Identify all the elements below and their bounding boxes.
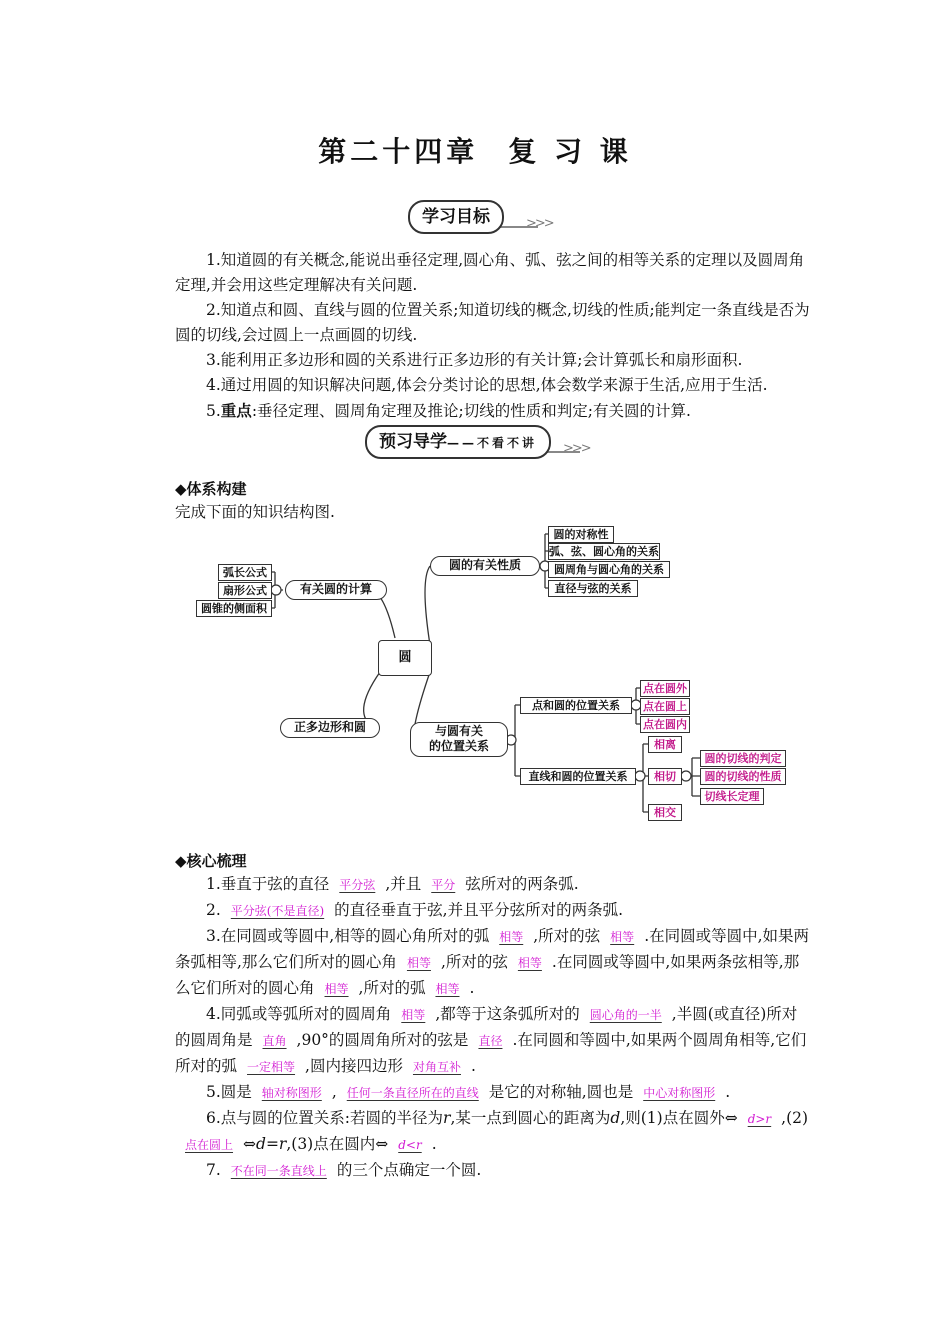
collapse-icon: [635, 771, 645, 781]
node-calc-item: 扇形公式: [218, 582, 272, 599]
chapter-number: 第二十四章: [318, 135, 479, 168]
node-calc-item: 圆锥的侧面积: [196, 600, 272, 617]
node-props-item: 圆周角与圆心角的关系: [548, 561, 670, 578]
arrow-decoration-icon: >>>: [526, 216, 553, 231]
core-item: 2. 平分弦(不是直径) 的直径垂直于弦,并且平分弦所对的两条弧.: [206, 901, 624, 919]
node-tangent-item: 圆的切线的性质: [700, 768, 786, 785]
node-line-item: 相切: [648, 768, 682, 785]
chapter-title: 复 习 课: [508, 135, 632, 168]
node-tangent-item: 切线长定理: [700, 788, 764, 805]
node-line-item: 相交: [648, 804, 682, 821]
node-point-item: 点在圆外: [640, 680, 690, 697]
arrow-decoration-icon: >>>: [563, 441, 590, 456]
node-props-item: 圆的对称性: [548, 526, 614, 543]
core-item: 6.点与圆的位置关系:若圆的半径为r,某一点到圆心的距离为d,则(1)点在圆外⇔ d>r ,(2)点在圆上 ⇔d=r,(3)点在圆内⇔ d<r .: [185, 1109, 809, 1153]
node-polygon: 正多边形和圆: [280, 718, 380, 738]
node-calc: 有关圆的计算: [285, 580, 387, 600]
goal-item: 5.重点:垂径定理、圆周角定理及推论;切线的性质和判定;有关圆的计算.: [206, 401, 691, 420]
node-point-position: 点和圆的位置关系: [520, 697, 632, 714]
banner-label: 学习目标: [408, 200, 504, 234]
goal-item: 3.能利用正多边形和圆的关系进行正多边形的有关计算;会计算弧长和扇形面积.: [206, 351, 743, 369]
banner-subtitle: ——不看不讲: [447, 436, 538, 450]
section-instruction: 完成下面的知识结构图.: [175, 503, 335, 521]
core-item: 1.垂直于弦的直径 平分弦 ,并且 平分 弦所对的两条弧.: [206, 875, 579, 893]
node-point-item: 点在圆内: [640, 716, 690, 733]
section-heading: ◆体系构建: [175, 480, 247, 498]
core-item: 7. 不在同一条直线上 的三个点确定一个圆.: [206, 1161, 482, 1179]
node-position: 与圆有关 的位置关系: [410, 722, 508, 757]
node-props-item: 弧、弦、圆心角的关系: [549, 545, 659, 558]
node-line-item: 相离: [648, 736, 682, 753]
core-item: 3.在同圆或等圆中,相等的圆心角所对的弧 相等 ,所对的弦 相等 .在同圆或等圆中,如果两条弧相等,那么它们所对的圆心角 相等 ,所对的弦 相等 .在同圆或等圆中,如果两条弦相等,那么它们所对的圆心角 相等 ,所对的弧 相等 .: [175, 927, 810, 997]
node-calc-item: 弧长公式: [218, 564, 272, 581]
core-item: 4.同弧或等弧所对的圆周角 相等 ,都等于这条弧所对的 圆心角的一半 ,半圆(或直径)所对的圆周角是 直角 ,90°的圆周角所对的弦是 直径 .在同圆和等圆中,如果两个圆周角相等,它们所对的弧 一定相等 ,圆内接四边形 对角互补 .: [175, 1005, 807, 1075]
banner-label: 预习导学: [379, 432, 447, 452]
goal-item: 2.知道点和圆、直线与圆的位置关系;知道切线的概念,切线的性质;能判定一条直线是否为圆的切线,会过圆上一点画圆的切线.: [175, 301, 810, 344]
collapse-icon: [681, 771, 691, 781]
core-items: [175, 872, 810, 1184]
core-item: 5.圆是 轴对称图形 , 任何一条直径所在的直线 是它的对称轴,圆也是 中心对称图形 .: [206, 1083, 731, 1101]
node-point-item: 点在圆上: [640, 698, 690, 715]
node-props-item: 直径与弦的关系: [548, 580, 638, 597]
node-center: 圆: [378, 640, 432, 676]
collapse-icon: [271, 585, 281, 595]
goal-item: 4.通过用圆的知识解决问题,体会分类讨论的思想,体会数学来源于生活,应用于生活.: [206, 376, 768, 394]
goal-item: 1.知道圆的有关概念,能说出垂径定理,圆心角、弧、弦之间的相等关系的定理以及圆周角定理,并会用这些定理解决有关问题.: [175, 251, 805, 294]
node-line-position: 直线和圆的位置关系: [520, 768, 636, 785]
node-props: 圆的有关性质: [430, 556, 540, 576]
node-tangent-item: 圆的切线的判定: [700, 750, 786, 767]
section-heading: ◆核心梳理: [175, 852, 247, 870]
